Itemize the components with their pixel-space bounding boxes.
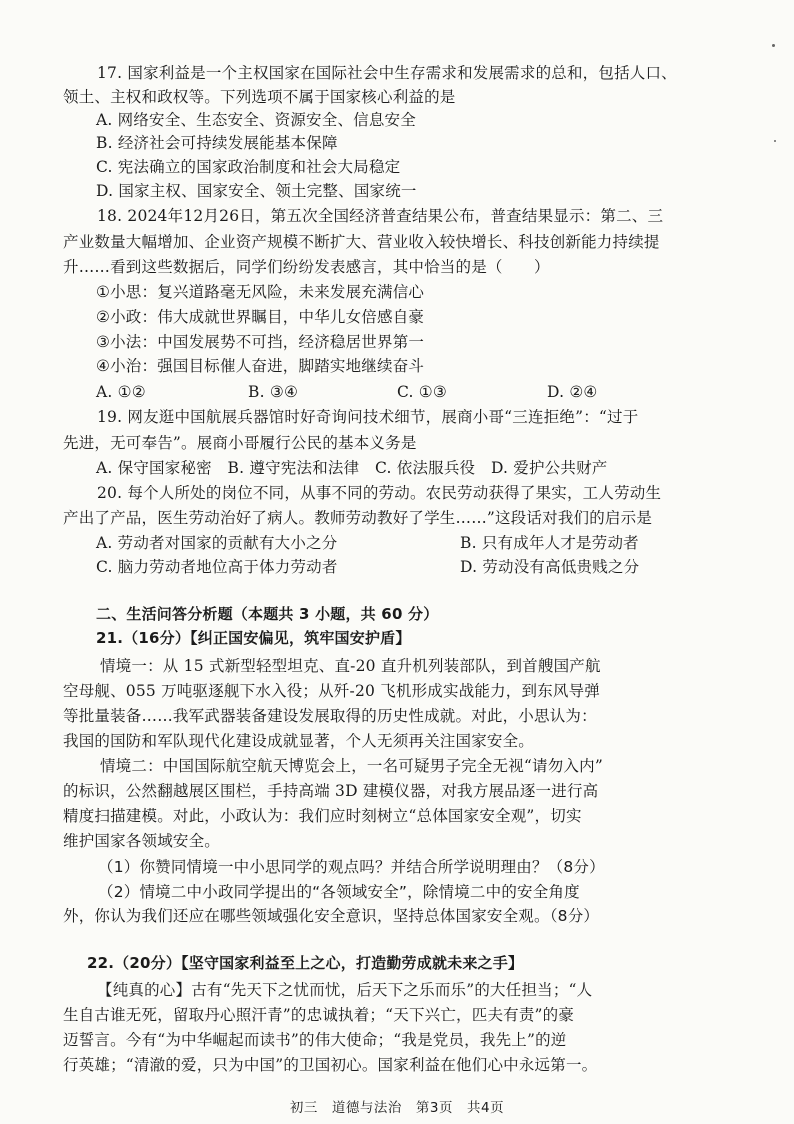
q21-scenario1-line1: 情境一：从 15 式新型轻型坦克、直-20 直升机列装部队，到首艘国产航 [100, 657, 601, 675]
q18-stem-line1: 18. 2024年12月26日，第五次全国经济普查结果公布，普查结果显示：第二、三 [97, 207, 664, 225]
q18-item-4: ④小治：强国目标催人奋进，脚踏实地继续奋斗 [96, 357, 425, 375]
q20-option-a: A. 劳动者对国家的贡献有大小之分 [96, 534, 338, 552]
q17-option-c: C. 宪法确立的国家政治制度和社会大局稳定 [96, 158, 401, 176]
q18-option-d: D. ②④ [547, 383, 598, 401]
q20-option-b: B. 只有成年人才是劳动者 [460, 534, 639, 552]
q21-scenario1-line3: 等批量装备……我军武器装备建设发展取得的历史性成就。对此，小思认为： [63, 707, 597, 725]
q19-stem-line1: 19. 网友逛中国航展兵器馆时好奇询问技术细节，展商小哥“三连拒绝”：“过于 [97, 408, 639, 426]
q21-title: 21.（16分）【纠正国安偏见，筑牢国安护盾】 [96, 629, 411, 647]
q20-stem-line2: 产出了产品，医生劳动治好了病人。教师劳动教好了学生……”这段话对我们的启示是 [63, 509, 653, 527]
q21-scenario1-line4: 我国的国防和军队现代化建设成就显著，个人无须再关注国家安全。 [63, 732, 535, 750]
q18-item-1: ①小思：复兴道路毫无风险，未来发展充满信心 [96, 283, 425, 301]
q20-stem-line1: 20. 每个人所处的岗位不同，从事不同的劳动。农民劳动获得了果实，工人劳动生 [97, 484, 662, 502]
q22-paragraph-line3: 迈誓言。今有“为中华崛起而读书”的伟大使命；“我是党员，我先上”的逆 [63, 1031, 567, 1049]
q18-option-c: C. ①③ [397, 383, 447, 401]
q21-scenario1-line2: 空母舰、055 万吨驱逐舰下水入役；从歼-20 飞机形成实战能力，到东风导弹 [63, 682, 601, 700]
q21-question-2-line1: （2）情境二中小政同学提出的“各领域安全”，除情境二中的安全角度 [98, 883, 580, 901]
q18-option-a: A. ①② [96, 383, 146, 401]
q18-stem-line2: 产业数量大幅增加、企业资产规模不断扩大、营业收入较快增长、科技创新能力持续提 [63, 233, 660, 251]
q22-paragraph-line1: 【纯真的心】古有“先天下之忧而忧，后天下之乐而乐”的大任担当；“人 [97, 981, 593, 999]
q22-paragraph-line2: 生自古谁无死，留取丹心照汗青”的忠诚执着；“天下兴亡，匹夫有责”的豪 [63, 1006, 575, 1024]
page-footer: 初三 道德与法治 第3页 共4页 [289, 1100, 505, 1116]
q17-stem-line2: 领土、主权和政权等。下列选项不属于国家核心利益的是 [63, 88, 456, 106]
q21-scenario2-line4: 维护国家各领域安全。 [63, 832, 221, 850]
q22-title: 22.（20分）【坚守国家利益至上之心，打造勤劳成就未来之手】 [87, 954, 524, 972]
q17-stem-line1: 17. 国家利益是一个主权国家在国际社会中生存需求和发展需求的总和，包括人口、 [97, 64, 677, 82]
q18-item-2: ②小政：伟大成就世界瞩目，中华儿女倍感自豪 [96, 308, 425, 326]
q19-stem-line2: 先进，无可奉告”。展商小哥履行公民的基本义务是 [63, 434, 417, 452]
q19-options: A. 保守国家秘密 B. 遵守宪法和法律 C. 依法服兵役 D. 爱护公共财产 [96, 459, 608, 477]
q17-option-b: B. 经济社会可持续发展能基本保障 [96, 134, 338, 152]
q18-option-b: B. ③④ [248, 383, 299, 401]
q18-stem-line3: 升……看到这些数据后，同学们纷纷发表感言，其中恰当的是（ ） [63, 258, 550, 276]
q21-question-1: （1）你赞同情境一中小思同学的观点吗？并结合所学说明理由？（8分） [98, 858, 605, 876]
scan-speck [772, 44, 775, 47]
q21-scenario2-line1: 情境二：中国国际航空航天博览会上，一名可疑男子完全无视“请勿入内” [100, 757, 603, 775]
q17-option-d: D. 国家主权、国家安全、领土完整、国家统一 [96, 182, 417, 200]
q21-question-2-line2: 外，你认为我们还应在哪些领域强化安全意识，坚持总体国家安全观。（8分） [63, 907, 600, 925]
q21-scenario2-line2: 的标识，公然翻越展区围栏，手持高端 3D 建模仪器，对我方展品逐一进行高 [63, 782, 599, 800]
section-2-title: 二、生活问答分析题（本题共 3 小题，共 60 分） [96, 605, 439, 623]
q20-option-c: C. 脑力劳动者地位高于体力劳动者 [96, 558, 338, 576]
scan-speck [774, 140, 776, 142]
q20-option-d: D. 劳动没有高低贵贱之分 [460, 558, 640, 576]
q18-item-3: ③小法：中国发展势不可挡，经济稳居世界第一 [96, 333, 425, 351]
q21-scenario2-line3: 精度扫描建模。对此，小政认为：我们应时刻树立“总体国家安全观”，切实 [63, 807, 582, 825]
q22-paragraph-line4: 行英雄；“清澈的爱，只为中国”的卫国初心。国家利益在他们心中永远第一。 [63, 1056, 598, 1074]
q17-option-a: A. 网络安全、生态安全、资源安全、信息安全 [96, 111, 416, 129]
